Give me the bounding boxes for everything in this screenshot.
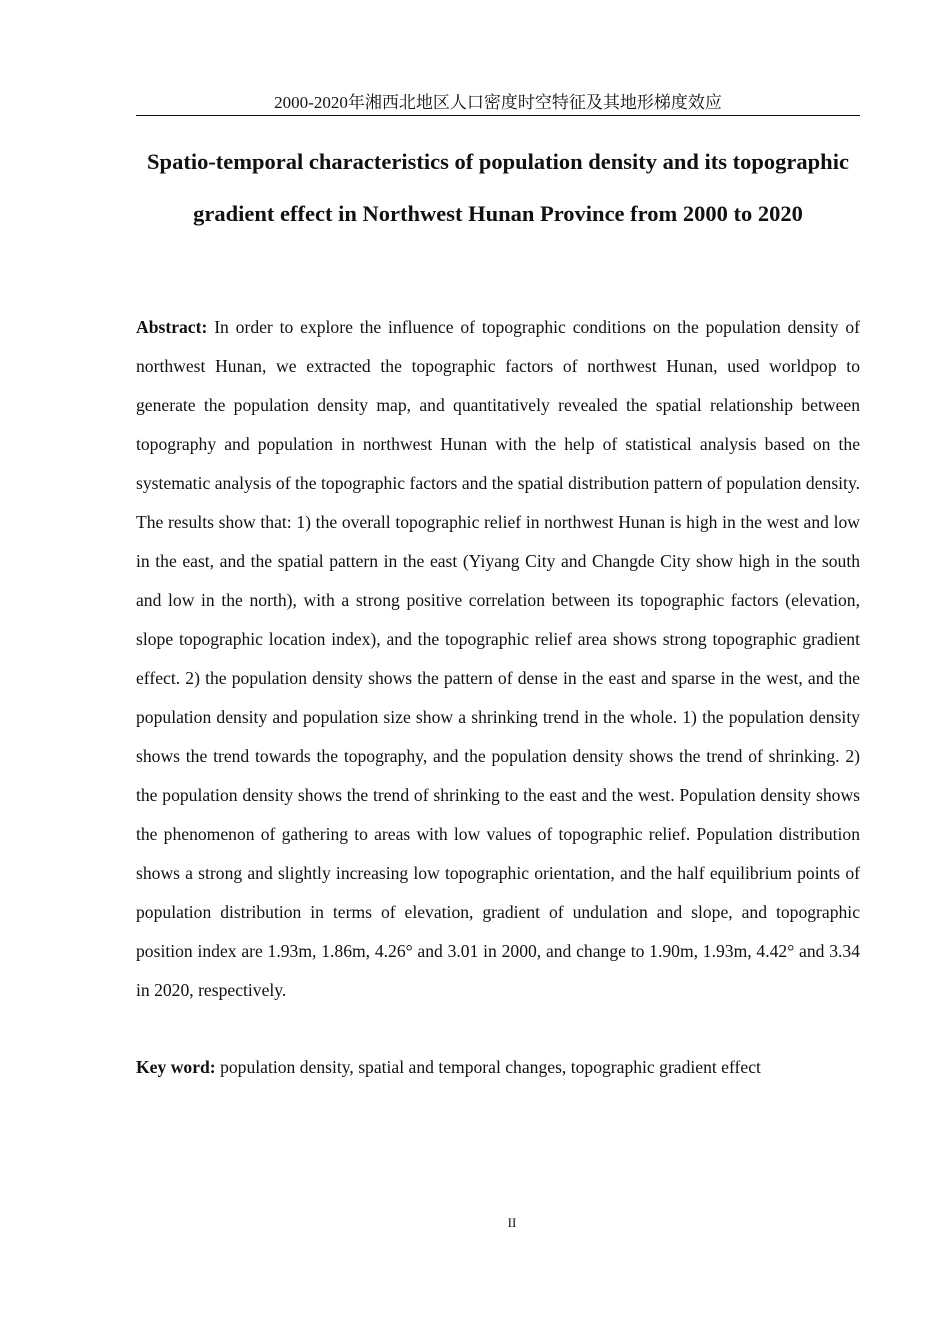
keywords-text: population density, spatial and temporal changes, topographic gradient effect [220, 1057, 761, 1077]
keywords-label: Key word: [136, 1057, 216, 1077]
abstract-label: Abstract: [136, 317, 208, 337]
running-header: 2000-2020年湘西北地区人口密度时空特征及其地形梯度效应 [136, 92, 860, 116]
keywords-paragraph [136, 1050, 860, 1084]
paper-title: Spatio-temporal characteristics of population density and its topographic gradient effect in Northwest Hunan Province from 2000 to 2020 [147, 149, 849, 226]
abstract-paragraph [136, 308, 860, 1010]
abstract-text: In order to explore the influence of topographic conditions on the population density of northwest Hunan, we extracted the topographic factors of northwest Hunan, used worldpop to generate the population density map, and quantitatively revealed the spatial relationship between topography and population in northwest Hunan with the help of statistical analysis based on the systematic analysis of the topographic factors and the spatial distribution pattern of population density. The results show that: 1) the overall topographic relief in northwest Hunan is high in the west and low in the east, and the spatial pattern in the east (Yiyang City and Changde City show high in the south and low in the north), with a strong positive correlation between its topographic factors (elevation, slope topographic location index), and the topographic relief area shows strong topographic gradient effect. 2) the population density shows the pattern of dense in the east and sparse in the west, and the population density and population size show a shrinking trend in the whole. 1) the population density shows the trend towards the topography, and the population density shows the trend of shrinking. 2) the population density shows the trend of shrinking to the east and the west. Population density shows the phenomenon of gathering to areas with low values of topographic relief. Population distribution shows a strong and slightly increasing low topographic orientation, and the half equilibrium points of population distribution in terms of elevation, gradient of undulation and slope, and topographic position index are 1.93m, 1.86m, 4.26° and 3.01 in 2000, and change to 1.90m, 1.93m, 4.42° and 3.34 in 2020, respectively. [136, 317, 860, 1000]
page-number: II [507, 1215, 517, 1230]
